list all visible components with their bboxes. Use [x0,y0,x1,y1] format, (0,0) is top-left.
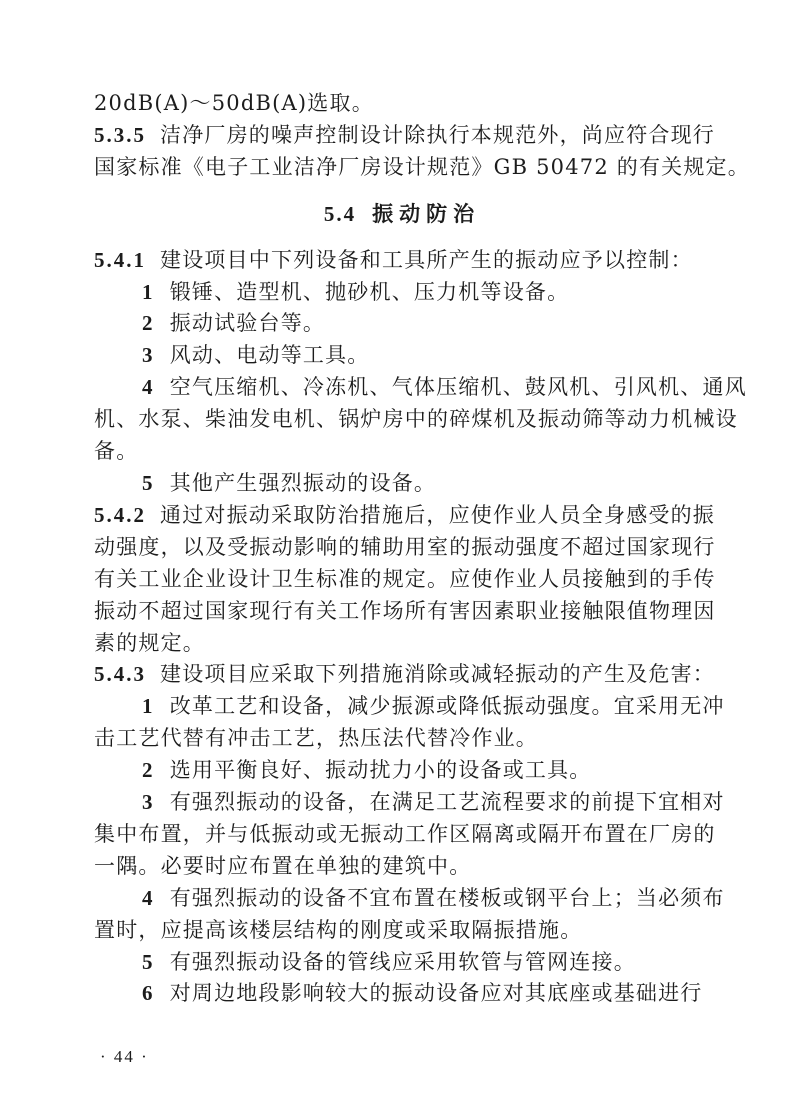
item-number: 3 [142,343,154,368]
clause-number: 5.4.2 [94,502,146,527]
clause-5-4-1 [94,245,710,277]
list-item [94,947,710,979]
clause-number: 5.3.5 [94,122,146,147]
clause-5-3-5 [94,120,715,152]
list-item-cont: 一隅。必要时应布置在单独的建筑中。 [94,853,472,878]
item-number: 2 [142,758,154,783]
clause-cont: 素的规定。 [94,630,205,655]
list-item-cont: 集中布置，并与低振动或无振动工作区隔离或隔开布置在厂房的 [94,821,716,846]
item-number: 1 [142,694,154,719]
item-text: 选用平衡良好、振动扰力小的设备或工具。 [169,758,592,783]
item-number: 2 [142,311,154,336]
item-text: 锻锤、造型机、抛砂机、压力机等设备。 [169,279,570,304]
clause-5-4-2 [94,500,715,532]
clause-cont: 振动不超过国家现行有关工作场所有害因素职业接触限值物理因 [94,598,716,623]
clause-5-3-5-cont: 国家标准《电子工业洁净厂房设计规范》GB 50472 的有关规定。 [94,154,750,179]
item-text: 改革工艺和设备，减少振源或降低振动强度。宜采用无冲 [169,694,725,719]
item-text: 有强烈振动设备的管线应采用软管与管网连接。 [169,949,636,974]
section-heading [94,198,710,231]
item-text: 风动、电动等工具。 [169,343,370,368]
clause-text: 建设项目应采取下列措施消除或减轻振动的产生及危害： [160,662,715,687]
clause-5-4-3 [94,659,715,691]
item-number: 1 [142,279,154,304]
list-item-cont: 备。 [94,439,139,464]
item-text: 对周边地段影响较大的振动设备应对其底座或基础进行 [169,981,703,1006]
list-item [94,755,710,787]
clause-number: 5.4.3 [94,662,146,687]
list-item [94,340,710,372]
clause-number: 5.4.1 [94,247,146,272]
list-item [94,372,747,404]
list-item [94,883,725,915]
clause-text: 建设项目中下列设备和工具所产生的振动应予以控制： [160,247,693,272]
item-text: 振动试验台等。 [169,311,326,336]
item-number: 4 [142,885,154,910]
page-number: · 44 · [100,1047,149,1066]
list-item [94,978,710,1010]
item-number: 5 [142,470,154,495]
item-number: 5 [142,949,154,974]
item-number: 4 [142,375,154,400]
intro-line: 20dB(A)～50dB(A)选取。 [94,91,374,115]
list-item-cont: 机、水泵、柴油发电机、锅炉房中的碎煤机及振动筛等动力机械设 [94,407,738,432]
list-item [94,308,710,340]
section-number: 5.4 [323,201,357,226]
item-text: 有强烈振动的设备不宜布置在楼板或钢平台上；当必须布 [169,885,725,910]
clause-text: 洁净厂房的噪声控制设计除执行本规范外，尚应符合现行 [160,122,715,147]
clause-cont: 有关工业企业设计卫生标准的规定。应使作业人员接触到的手传 [94,566,716,591]
list-item [94,691,725,723]
item-text: 有强烈振动的设备，在满足工艺流程要求的前提下宜相对 [169,790,725,815]
list-item-cont: 击工艺代替有冲击工艺，热压法代替冷作业。 [94,726,538,751]
item-text: 其他产生强烈振动的设备。 [169,470,437,495]
clause-text: 通过对振动采取防治措施后，应使作业人员全身感受的振 [160,502,715,527]
item-text: 空气压缩机、冷冻机、气体压缩机、鼓风机、引风机、通风 [169,375,747,400]
item-number: 3 [142,790,154,815]
list-item [94,787,725,819]
item-number: 6 [142,981,154,1006]
clause-cont: 动强度，以及受振动影响的辅助用室的振动强度不超过国家现行 [94,534,716,559]
list-item-cont: 置时，应提高该楼层结构的刚度或采取隔振措施。 [94,917,583,942]
list-item [94,277,710,309]
section-title: 振动防治 [372,200,481,226]
list-item [94,468,710,500]
